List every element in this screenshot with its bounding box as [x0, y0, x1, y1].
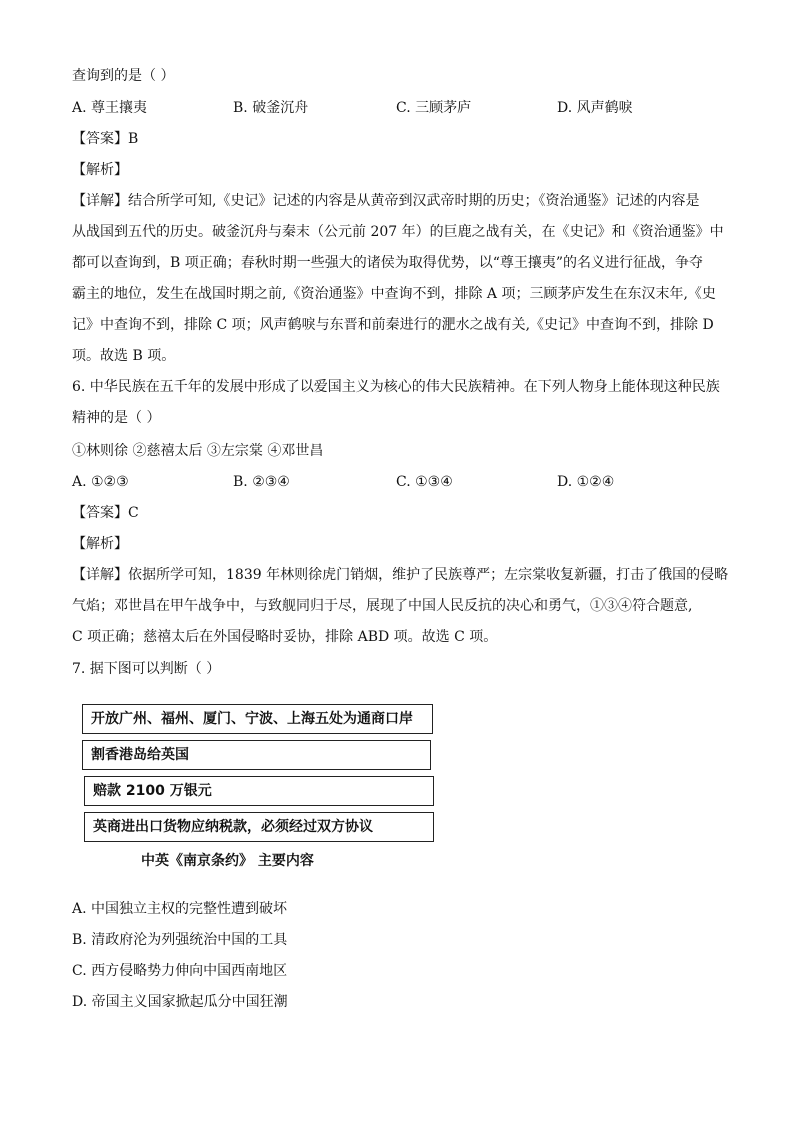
q6-stem — [72, 372, 722, 434]
q5-analysis-label: 【解析】 — [72, 162, 128, 178]
q6-items: ①林则徐 ②慈禧太后 ③左宗棠 ④邓世昌 — [72, 443, 324, 459]
q5-detail-line: 从战国到五代的历史。破釜沉舟与秦末（公元前 207 年）的巨鹿之战有关，在《史记》和《资治通鉴》中 — [72, 224, 724, 240]
q6-option-d: D. ①②④ — [557, 474, 615, 490]
q6-detail-line: 气焰；邓世昌在甲午战争中，与致舰同归于尽，展现了中国人民反抗的决心和勇气，①③④符合题意, — [72, 598, 693, 614]
q5-stem-end: 查询到的是（ ） — [72, 68, 175, 84]
q7-option-b: B. 清政府沦为列强统治中国的工具 — [72, 932, 288, 948]
q6-stem-line: 6. 中华民族在五千年的发展中形成了以爱国主义为核心的伟大民族精神。在下列人物身上能体现这种民族 — [72, 379, 720, 395]
q5-answer: 【答案】B — [72, 131, 139, 147]
q7-option-a: A. 中国独立主权的完整性遭到破坏 — [72, 901, 288, 917]
q5-detail-line: 【详解】结合所学可知,《史记》记述的内容是从黄帝到汉武帝时期的历史；《资治通鉴》记述的内容是 — [72, 193, 700, 209]
q5-detail — [72, 186, 722, 372]
q5-option-d: D. 风声鹤唳 — [557, 100, 633, 116]
q5-detail-line: 记》中查询不到，排除 C 项；风声鹤唳与东晋和前秦进行的淝水之战有关,《史记》中查询不到，排除 D — [72, 317, 714, 333]
figure-caption: 中英《南京条约》 主要内容 — [141, 853, 314, 869]
q5-option-b: B. 破釜沉舟 — [233, 100, 309, 116]
q5-detail-line: 项。故选 B 项。 — [72, 348, 176, 364]
q5-detail-line: 霸主的地位，发生在战国时期之前,《资治通鉴》中查询不到，排除 A 项；三顾茅庐发生在东汉末年,《史 — [72, 286, 716, 302]
q6-detail-line: C 项正确；慈禧太后在外国侵略时妥协，排除 ABD 项。故选 C 项。 — [72, 629, 498, 645]
q6-detail-line: 【详解】依据所学可知，1839 年林则徐虎门销烟，维护了民族尊严；左宗棠收复新疆，打击了俄国的侵略 — [72, 567, 729, 583]
treaty-term-tariff: 英商进出口货物应纳税款，必须经过双方协议 — [84, 812, 434, 842]
treaty-term-ports: 开放广州、福州、厦门、宁波、上海五处为通商口岸 — [82, 704, 433, 734]
treaty-term-hongkong: 割香港岛给英国 — [82, 740, 431, 770]
q7-option-d: D. 帝国主义国家掀起瓜分中国狂潮 — [72, 994, 288, 1010]
q5-option-a: A. 尊王攘夷 — [72, 100, 148, 116]
treaty-term-indemnity: 赔款 2100 万银元 — [84, 776, 434, 806]
q5-detail-line: 都可以查询到，B 项正确；春秋时期一些强大的诸侯为取得优势，以“尊王攘夷”的名义进行征战，争夺 — [72, 255, 704, 271]
q7-stem: 7. 据下图可以判断（ ） — [72, 661, 221, 677]
q6-option-a: A. ①②③ — [72, 474, 129, 490]
q6-answer: 【答案】C — [72, 505, 139, 521]
q6-detail — [72, 560, 729, 653]
q5-option-c: C. 三顾茅庐 — [396, 100, 472, 116]
q7-option-c: C. 西方侵略势力伸向中国西南地区 — [72, 963, 288, 979]
q6-stem-line: 精神的是（ ） — [72, 410, 161, 426]
q6-option-b: B. ②③④ — [233, 474, 290, 490]
q6-analysis-label: 【解析】 — [72, 536, 128, 552]
q6-option-c: C. ①③④ — [396, 474, 453, 490]
